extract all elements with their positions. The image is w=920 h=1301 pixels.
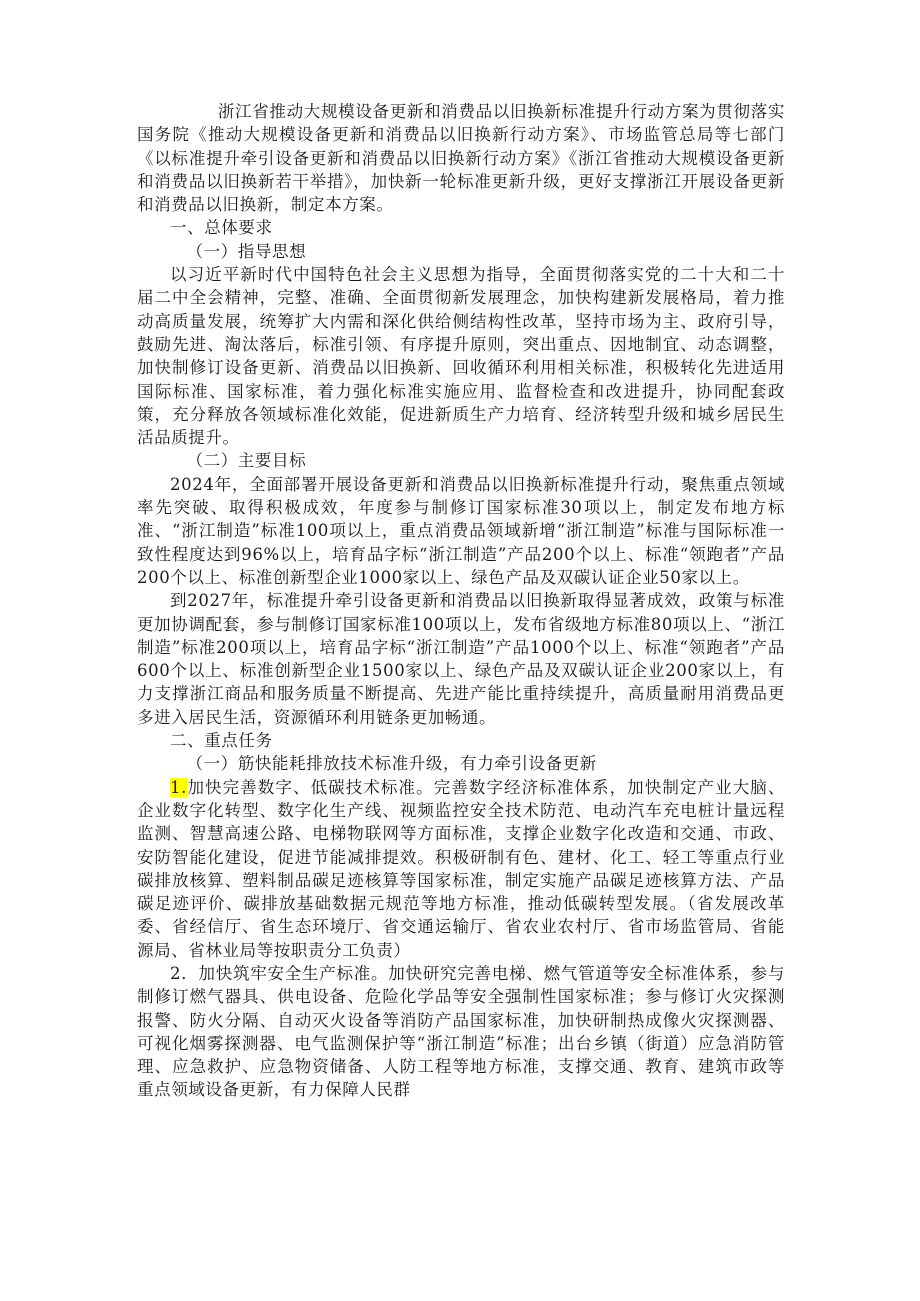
section-heading-key-tasks: 二、重点任务 <box>170 731 273 751</box>
document-body <box>137 100 785 1102</box>
goals-2024-paragraph: 2024年，全面部署开展设备更新和消费品以旧换新标准提升行动，聚焦重点领域率先突破、取得积极成效，年度参与制修订国家标准30项以上，制定发布地方标准、“浙江制造”标准100项以上，重点消费品领域新增“浙江制造”标准与国际标准一致性程度达到96%以上，培育品字标“浙江制造”产品200个以上、标准“领跑者”产品200个以上、标准创新型企业1000家以上、绿色产品及双碳认证企业50家以上。 <box>137 474 785 587</box>
guiding-ideology-paragraph: 以习近平新时代中国特色社会主义思想为指导，全面贯彻落实党的二十大和二十届二中全会精神，完整、准确、全面贯彻新发展理念，加快构建新发展格局，着力推动高质量发展，统筹扩大内需和深化供给侧结构性改革，坚持市场为主、政府引导，鼓励先进、淘汰落后，标准引领、有序提升原则，突出重点、因地制宜、动态调整，加快制修订设备更新、消费品以旧换新、回收循环利用相关标准，积极转化先进适用国际标准、国家标准，着力强化标准实施应用、监督检查和改进提升，协同配套政策，充分释放各领域标准化效能，促进新质生产力培育、经济转型升级和城乡居民生活品质提升。 <box>137 265 785 448</box>
section-heading-overall-requirements: 一、总体要求 <box>170 218 273 238</box>
task-item-1-number: 1. <box>170 777 187 797</box>
goals-2027-paragraph: 到2027年，标准提升牵引设备更新和消费品以旧换新取得显著成效，政策与标准更加协调配套，参与制修订国家标准100项以上，发布省级地方标准80项以上、“浙江制造”标准200项以上，培育品字标“浙江制造”产品1000个以上、标准“领跑者”产品600个以上、标准创新型企业1500家以上、绿色产品及双碳认证企业200家以上，有力支撑浙江商品和服务质量不断提高、先进产能比重持续提升，高质量耐用消费品更多进入居民生活，资源循环利用链条更加畅通。 <box>137 591 785 727</box>
subsection-heading-main-goals: （二）主要目标 <box>186 451 307 471</box>
task-item-1-text: 加快完善数字、低碳技术标准。完善数字经济标准体系，加快制定产业大脑、企业数字化转型、数字化生产线、视频监控安全技术防范、电动汽车充电桩计量远程监测、智慧高速公路、电梯物联网等方面标准，支撑企业数字化改造和交通、市政、安防智能化建设，促进节能减排提效。积极研制有色、建材、化工、轻工等重点行业碳排放核算、塑料制品碳足迹核算等国家标准，制定实施产品碳足迹核算方法、产品碳足迹评价、碳排放基础数据元规范等地方标准，推动低碳转型发展。（省发展改革委、省经信厅、省生态环境厅、省交通运输厅、省农业农村厅、省市场监管局、省能源局、省林业局等按职责分工负责） <box>137 777 785 960</box>
task-item-2: 2．加快筑牢安全生产标准。加快研究完善电梯、燃气管道等安全标准体系，参与制修订燃气器具、供电设备、危险化学品等安全强制性国家标准；参与修订火灾探测报警、防火分隔、自动灭火设备等消防产品国家标准，加快研制热成像火灾探测器、可视化烟雾探测器、电气监测保护等“浙江制造”标准；出台乡镇（街道）应急消防管理、应急救护、应急物资储备、人防工程等地方标准，支撑交通、教育、建筑市政等重点领域设备更新，有力保障人民群 <box>137 963 785 1100</box>
intro-paragraph: 浙江省推动大规模设备更新和消费品以旧换新标准提升行动方案为贯彻落实国务院《推动大规模设备更新和消费品以旧换新行动方案》、市场监管总局等七部门《以标准提升牵引设备更新和消费品以旧换新行动方案》《浙江省推动大规模设备更新和消费品以旧换新若干举措》，加快新一轮标准更新升级，更好支撑浙江开展设备更新和消费品以旧换新，制定本方案。 <box>137 102 785 215</box>
subsection-heading-energy-standards: （一）筋快能耗排放技术标准升级，有力牵引设备更新 <box>186 754 597 774</box>
subsection-heading-guiding-ideology: （一）指导思想 <box>186 241 307 261</box>
task-item-1 <box>137 776 785 962</box>
